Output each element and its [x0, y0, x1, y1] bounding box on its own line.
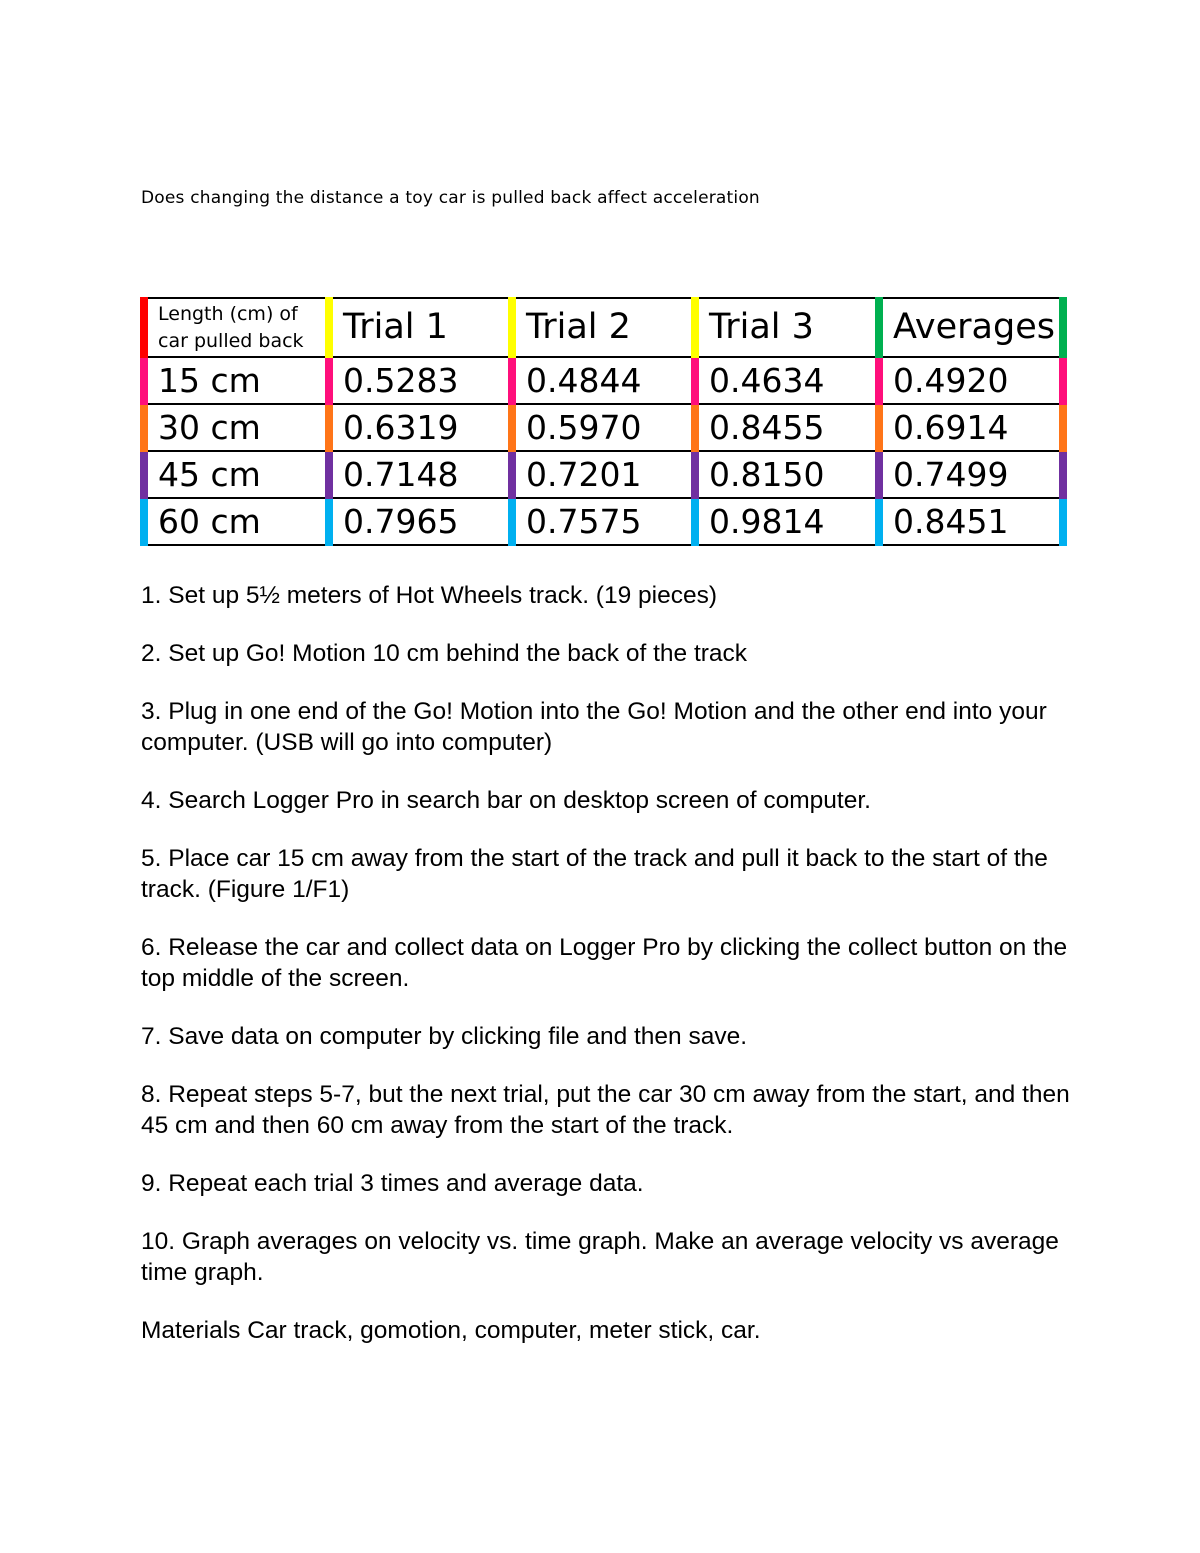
table-header-cell: Trial 1 — [329, 298, 512, 357]
table-cell: 0.7965 — [329, 498, 512, 545]
table-header-cell: Trial 2 — [512, 298, 695, 357]
table-cell: 0.7201 — [512, 451, 695, 498]
table-cell: 0.4634 — [695, 357, 879, 404]
table-cell: 0.9814 — [695, 498, 879, 545]
table-header-cell: Trial 3 — [695, 298, 879, 357]
procedure-steps — [141, 580, 1071, 1346]
procedure-step: 5. Place car 15 cm away from the start of the track and pull it back to the start of the track. (Figure 1/F1) — [141, 845, 1048, 903]
table-cell: 0.5970 — [512, 404, 695, 451]
table-row — [144, 404, 1063, 451]
table-cell: 0.7148 — [329, 451, 512, 498]
table-header-cell: Averages — [879, 298, 1063, 357]
table-cell: 0.4844 — [512, 357, 695, 404]
table-row — [144, 357, 1063, 404]
table-cell: 0.6914 — [879, 404, 1063, 451]
table-cell: 0.6319 — [329, 404, 512, 451]
procedure-step: 8. Repeat steps 5-7, but the next trial, put the car 30 cm away from the start, and then 45 cm and then 60 cm away from the start of the track. — [141, 1081, 1070, 1139]
table-cell: 0.7499 — [879, 451, 1063, 498]
table-cell: 0.5283 — [329, 357, 512, 404]
procedure-step: 7. Save data on computer by clicking file and then save. — [141, 1023, 748, 1050]
table-cell: 45 cm — [144, 451, 329, 498]
procedure-step: 9. Repeat each trial 3 times and average data. — [141, 1170, 644, 1197]
table-cell: 0.4920 — [879, 357, 1063, 404]
table-cell: 15 cm — [144, 357, 329, 404]
procedure-step: 6. Release the car and collect data on Logger Pro by clicking the collect button on the top middle of the screen. — [141, 934, 1068, 992]
procedure-step: 4. Search Logger Pro in search bar on desktop screen of computer. — [141, 787, 871, 814]
page-title: Does changing the distance a toy car is pulled back affect acceleration — [141, 188, 760, 208]
table-cell: 60 cm — [144, 498, 329, 545]
table-cell: 0.8455 — [695, 404, 879, 451]
table-cell: 30 cm — [144, 404, 329, 451]
table-row — [144, 451, 1063, 498]
table-cell: 0.8451 — [879, 498, 1063, 545]
procedure-step: 3. Plug in one end of the Go! Motion into the Go! Motion and the other end into your computer. (USB will go into computer) — [141, 698, 1047, 756]
table-cell: 0.8150 — [695, 451, 879, 498]
procedure-step: 10. Graph averages on velocity vs. time graph. Make an average velocity vs average time graph. — [141, 1228, 1059, 1286]
data-table — [140, 297, 1067, 546]
table-header-cell: Length (cm) of car pulled back — [144, 298, 329, 357]
table-header-row — [144, 298, 1063, 357]
table-cell: 0.7575 — [512, 498, 695, 545]
materials-list: Materials Car track, gomotion, computer, meter stick, car. — [141, 1317, 761, 1344]
procedure-step: 2. Set up Go! Motion 10 cm behind the back of the track — [141, 640, 748, 667]
table-row — [144, 498, 1063, 545]
procedure-step: 1. Set up 5½ meters of Hot Wheels track. (19 pieces) — [141, 582, 718, 609]
